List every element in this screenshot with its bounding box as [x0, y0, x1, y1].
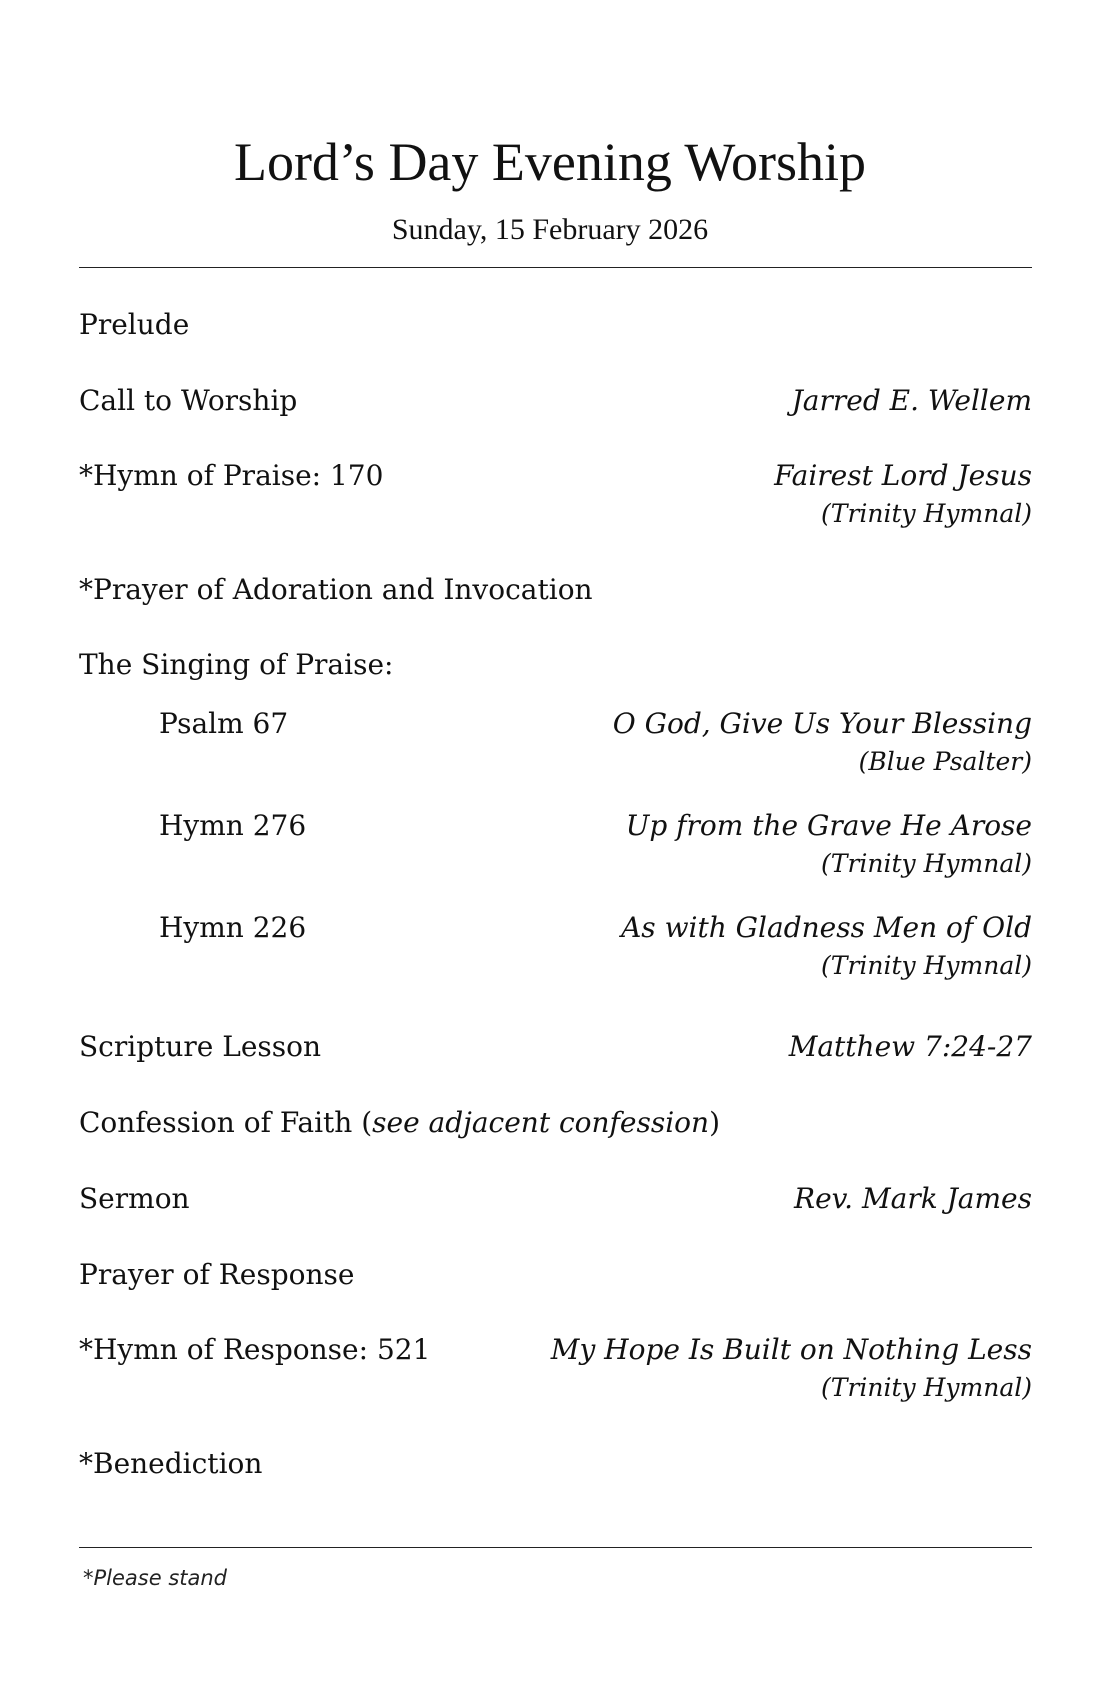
order-item-confession-of-faith — [79, 1104, 1032, 1184]
bottom-divider — [79, 1547, 1032, 1548]
item-detail — [551, 1331, 1032, 1407]
item-label: Prayer of Response — [79, 1258, 355, 1291]
order-item-prelude — [79, 306, 1032, 386]
hymnal-source: (Trinity Hymnal) — [821, 1373, 1032, 1402]
item-detail — [789, 1028, 1032, 1066]
stand-footnote: *Please stand — [83, 1566, 228, 1590]
item-detail — [794, 1180, 1032, 1218]
order-item-hymn-276 — [79, 807, 1032, 887]
item-label: Call to Worship — [79, 384, 298, 417]
hymnal-source: (Trinity Hymnal) — [821, 499, 1032, 528]
order-item-hymn-of-praise — [79, 457, 1032, 537]
psalm-title: O God, Give Us Your Blessing — [612, 707, 1032, 740]
psalter-source: (Blue Psalter) — [858, 747, 1032, 776]
service-date: Sunday, 15 February 2026 — [391, 213, 709, 246]
order-item-hymn-of-response — [79, 1331, 1032, 1411]
hymnal-source: (Trinity Hymnal) — [821, 849, 1032, 878]
item-detail — [613, 705, 1032, 781]
item-label: Hymn 226 — [159, 911, 307, 944]
preacher-name: Rev. Mark James — [794, 1182, 1032, 1215]
hymn-title: As with Gladness Men of Old — [621, 911, 1032, 944]
item-label: Sermon — [79, 1182, 190, 1215]
order-item-psalm-67 — [79, 705, 1032, 785]
top-divider — [79, 267, 1032, 268]
order-item-prayer-adoration — [79, 571, 1032, 651]
order-item-prayer-of-response — [79, 1256, 1032, 1336]
item-label: Prelude — [79, 308, 190, 341]
order-item-call-to-worship — [79, 382, 1032, 462]
confession-label: Confession of Faith ( — [79, 1106, 373, 1139]
item-label: Hymn 276 — [159, 809, 307, 842]
order-item-sermon — [79, 1180, 1032, 1260]
item-label: *Benediction — [79, 1447, 263, 1480]
item-label: *Hymn of Response: 521 — [79, 1333, 431, 1366]
item-label: The Singing of Praise: — [79, 648, 394, 681]
hymn-title: Up from the Grave He Arose — [625, 809, 1032, 842]
item-label: Psalm 67 — [159, 707, 289, 740]
order-item-benediction — [79, 1445, 1032, 1525]
page-title: Lord’s Day Evening Worship — [233, 132, 867, 192]
order-item-hymn-226 — [79, 909, 1032, 989]
item-label — [79, 1104, 720, 1142]
item-detail — [792, 382, 1032, 420]
hymn-title: Fairest Lord Jesus — [774, 459, 1032, 492]
scripture-reference: Matthew 7:24-27 — [788, 1030, 1032, 1063]
item-detail — [621, 909, 1032, 985]
leader-name: Jarred E. Wellem — [791, 384, 1032, 417]
item-detail — [626, 807, 1032, 883]
item-detail — [774, 457, 1032, 533]
confession-close: ) — [709, 1106, 721, 1139]
order-item-scripture-lesson — [79, 1028, 1032, 1108]
item-label: Scripture Lesson — [79, 1030, 322, 1063]
hymn-title: My Hope Is Built on Nothing Less — [550, 1333, 1032, 1366]
confession-note: see adjacent confession — [372, 1106, 710, 1139]
item-label: *Hymn of Praise: 170 — [79, 459, 384, 492]
hymnal-source: (Trinity Hymnal) — [821, 951, 1032, 980]
item-label: *Prayer of Adoration and Invocation — [79, 573, 593, 606]
